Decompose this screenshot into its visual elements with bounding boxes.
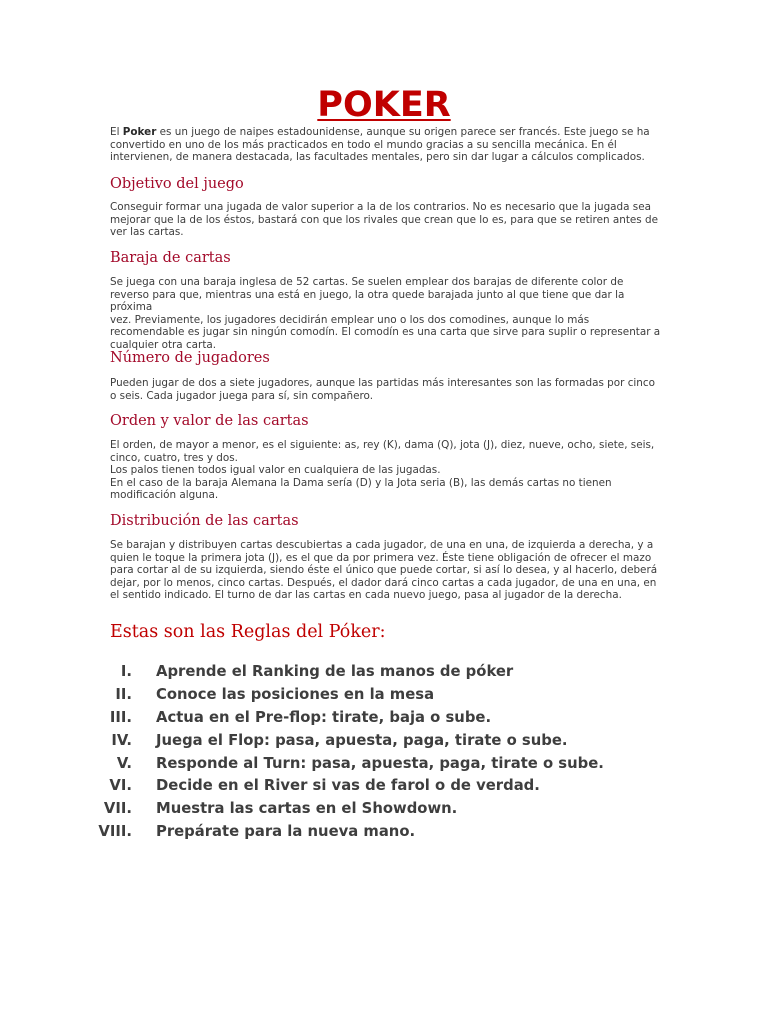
paragraph-line: vez. Previamente, los jugadores decidirán emplear uno o los dos comodines, aunque lo más [110, 313, 590, 326]
rules-list [80, 661, 700, 844]
rule-number: I. [120, 663, 132, 680]
rules-heading: Estas son las Reglas del Póker: [110, 622, 386, 642]
paragraph-line: reverso para que, mientras una está en juego, la otra quede barajada junto al que tiene que dar la próxima [110, 288, 625, 314]
section-heading-objetivo: Objetivo del juego [110, 176, 244, 192]
section-heading-baraja: Baraja de cartas [110, 250, 231, 266]
paragraph-line: ver las cartas. [110, 226, 184, 239]
rule-item [80, 798, 700, 821]
section-paragraph-jugadores [110, 377, 662, 402]
rule-text: Conoce las posiciones en la mesa [156, 685, 435, 703]
paragraph-line: dejar, por lo menos, cinco cartas. Después, el dador dará cinco cartas a cada jugador, de una en una, en [110, 576, 657, 589]
paragraph-line: el sentido indicado. El turno de dar las cartas en cada nuevo juego, pasa al jugador de la derecha. [110, 589, 622, 602]
rule-text: Aprende el Ranking de las manos de póker [156, 663, 514, 680]
rule-number: II. [115, 685, 132, 703]
paragraph-line: recomendable es jugar sin ningún comodín. El comodín es una carta que sirve para suplir o representar a [110, 326, 661, 339]
paragraph-line: El orden, de mayor a menor, es el siguiente: as, rey (K), dama (Q), jota (J), diez, nueve, ocho, siete, seis, [110, 439, 655, 451]
paragraph-line: mejorar que la de los éstos, bastará con que los rivales que crean que lo es, para que se retiren antes de [110, 213, 658, 226]
section-paragraph-distribucion [110, 539, 662, 602]
rule-item [80, 753, 700, 776]
section-heading-jugadores: Número de jugadores [110, 350, 270, 366]
rule-text: Muestra las cartas en el Showdown. [156, 800, 458, 818]
rule-item [80, 730, 700, 753]
rule-number: VIII. [98, 823, 132, 841]
paragraph-line: Los palos tienen todos igual valor en cualquiera de las jugadas. [110, 464, 441, 477]
intro-line: convertido en uno de los más practicados en todo el mundo gracias a su sencilla mecánica. En él [110, 138, 617, 151]
section-paragraph-objetivo [110, 201, 662, 239]
paragraph-line: En el caso de la baraja Alemana la Dama sería (D) y la Jota seria (B), las demás cartas no tienen [110, 476, 612, 489]
paragraph-line: cualquier otra carta. [110, 338, 217, 351]
rule-text: Juega el Flop: pasa, apuesta, paga, tirate o sube. [156, 731, 568, 749]
intro-line: intervienen, de manera destacada, las facultades mentales, pero sin dar lugar a cálculos complicados. [110, 151, 645, 164]
section-heading-distribucion: Distribución de las cartas [110, 513, 299, 529]
rule-number: IV. [111, 731, 132, 749]
paragraph-line: cinco, cuatro, tres y dos. [110, 451, 238, 464]
rule-text: Responde al Turn: pasa, apuesta, paga, tirate o sube. [156, 754, 604, 772]
intro-line: es un juego de naipes estadounidense, aunque su origen parece ser francés. Este juego se ha [156, 126, 650, 138]
rule-item [80, 684, 700, 707]
rule-text: Decide en el River si vas de farol o de verdad. [156, 777, 540, 795]
rule-item [80, 661, 700, 684]
paragraph-line: quien le toque la primera jota (J), es el que da por primera vez. Éste tiene obligación de ofrecer el mazo [110, 551, 652, 564]
section-heading-orden: Orden y valor de las cartas [110, 413, 309, 429]
intro-paragraph [110, 126, 662, 164]
paragraph-line: para cortar al de su izquierda, siendo éste el único que puede cortar, si así lo desea, y al hacerlo, deberá [110, 564, 658, 577]
rule-text: Actua en el Pre-flop: tirate, baja o sube. [156, 708, 492, 726]
page-title: POKER [317, 85, 451, 125]
section-paragraph-baraja [110, 276, 662, 352]
section-paragraph-orden [110, 439, 662, 502]
paragraph-line: Conseguir formar una jugada de valor superior a la de los contrarios. No es necesario que la jugada sea [110, 201, 651, 213]
paragraph-line: Se barajan y distribuyen cartas descubiertas a cada jugador, de una en una, de izquierda a derecha, y a [110, 539, 654, 551]
rule-item [80, 775, 700, 798]
paragraph-line: Se juega con una baraja inglesa de 52 cartas. Se suelen emplear dos barajas de diferente color de [110, 276, 624, 288]
rule-number: VII. [103, 800, 132, 818]
rule-number: V. [116, 754, 132, 772]
paragraph-line: modificación alguna. [110, 489, 219, 502]
intro-bold-term: Poker [122, 126, 157, 138]
paragraph-line: o seis. Cada jugador juega para sí, sin compañero. [110, 389, 374, 402]
rule-text: Prepárate para la nueva mano. [156, 823, 416, 841]
rule-item [80, 821, 700, 844]
paragraph-line: Pueden jugar de dos a siete jugadores, aunque las partidas más interesantes son las formadas por cinco [110, 377, 655, 389]
rule-number: III. [109, 708, 132, 726]
rule-item [80, 707, 700, 730]
rule-number: VI. [109, 777, 132, 795]
intro-prefix: El [110, 126, 123, 138]
